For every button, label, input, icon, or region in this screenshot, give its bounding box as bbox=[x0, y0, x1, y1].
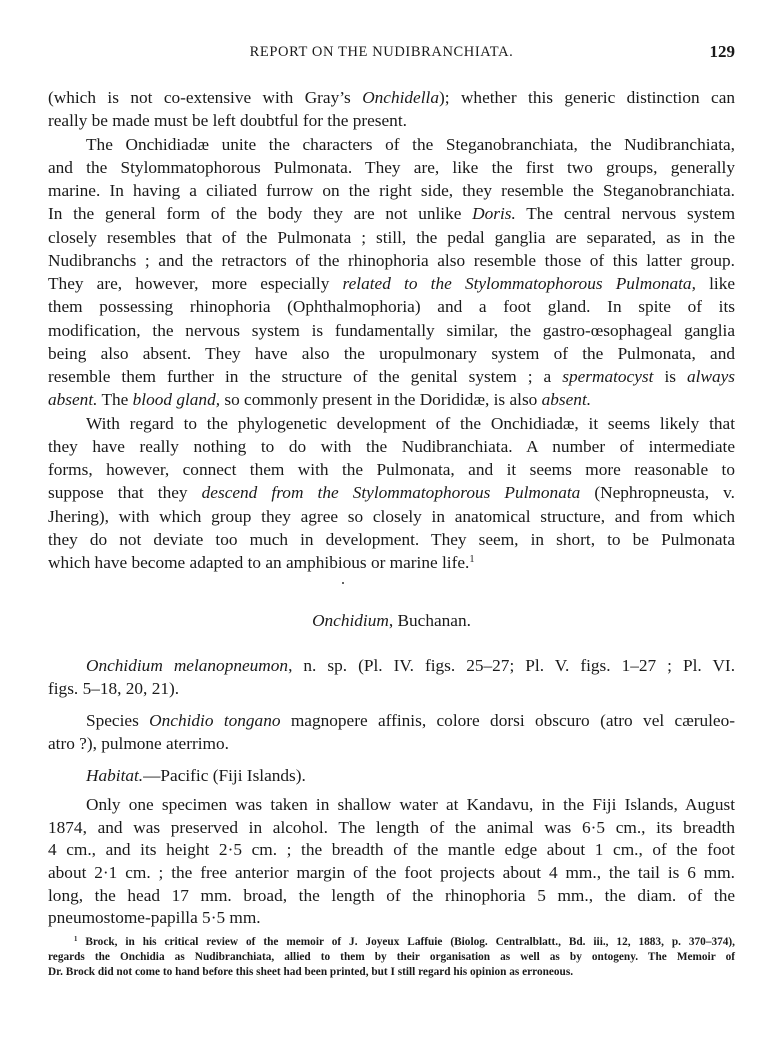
text-line bbox=[48, 342, 735, 365]
text-segment: magnopere affinis, colore dorsi obscuro (atro vel cæruleo- bbox=[280, 711, 735, 730]
text-segment: —Pacific (Fiji Islands). bbox=[143, 766, 306, 785]
text-segment: they have really nothing to do with the Nudibranchiata. A number of intermediate bbox=[48, 436, 735, 456]
text-segment: they do not deviate too much in development. They seem, in short, to be Pulmonata bbox=[48, 529, 735, 549]
text-segment: The central nervous system bbox=[515, 204, 736, 224]
stray-mark bbox=[342, 582, 344, 584]
text-line bbox=[48, 412, 735, 435]
text-segment: long, the head 17 mm. broad, the length of the rhinophoria 5 mm., the diam. of the bbox=[48, 885, 735, 905]
text-segment: forms, however, connect them with the Pulmonata, and it seems more reasonable to bbox=[48, 460, 735, 479]
text-segment: regards the Onchidia as Nudibranchiata, allied to them by their organisation as well as by ontogeny. The Memoir of bbox=[48, 951, 735, 963]
text-segment: like bbox=[695, 274, 735, 293]
italic-text: absent. bbox=[48, 390, 98, 410]
text-line bbox=[48, 295, 735, 318]
species-diagnosis bbox=[48, 709, 735, 755]
italic-text: related to the Stylommatophorous Pulmonata, bbox=[342, 274, 696, 293]
text-line bbox=[48, 109, 735, 132]
text-segment: which have become adapted to an amphibious or marine life. bbox=[48, 553, 470, 572]
text-line bbox=[48, 365, 735, 388]
text-segment: In the general form of the body they are not unlike bbox=[48, 204, 473, 224]
text-line bbox=[48, 388, 735, 411]
page-number: 129 bbox=[709, 42, 735, 61]
running-title: REPORT ON THE NUDIBRANCHIATA. bbox=[249, 44, 514, 60]
species-title bbox=[48, 654, 735, 700]
text-segment: being also absent. They have also the uropulmonary system of the Pulmonata, and bbox=[48, 343, 735, 363]
text-segment: (which is not co-extensive with Gray’s bbox=[48, 88, 363, 107]
text-segment: resemble them further in the structure of the genital system ; a bbox=[48, 367, 563, 386]
text-segment: 1874, and was preserved in alcohol. The length of the animal was 6·5 cm., its breadth bbox=[48, 817, 735, 837]
text-segment: is bbox=[653, 367, 687, 386]
text-line bbox=[48, 862, 735, 885]
text-line bbox=[48, 654, 735, 677]
italic-text: blood gland, bbox=[132, 390, 221, 410]
intro-text bbox=[48, 86, 735, 574]
italic-text: Onchidium melanopneumon bbox=[86, 656, 289, 675]
text-line bbox=[48, 551, 735, 574]
text-segment: pneumostome-papilla 5·5 mm. bbox=[48, 908, 261, 928]
text-segment: They are, however, more especially bbox=[48, 274, 343, 293]
text-segment: and the Stylommatophorous Pulmonata. They are, like the first two groups, generally bbox=[48, 157, 735, 177]
text-line bbox=[48, 732, 735, 755]
text-line bbox=[48, 133, 735, 156]
text-line bbox=[48, 907, 735, 930]
text-line bbox=[48, 226, 735, 249]
text-segment: atro ?), pulmone aterrimo. bbox=[48, 734, 229, 753]
italic-text: always bbox=[687, 367, 736, 386]
text-line bbox=[48, 202, 735, 225]
text-line bbox=[48, 528, 735, 551]
footnote-marker: 1 bbox=[74, 935, 78, 943]
text-line bbox=[48, 677, 735, 700]
text-segment: Brock, in his critical review of the memoir of J. Joyeux Laffuie (Biolog. Centralblatt., Bd. iii., 12, 1883, p. 370–374), bbox=[77, 936, 735, 948]
text-line bbox=[48, 249, 735, 272]
text-line bbox=[48, 505, 735, 528]
italic-text: spermatocyst bbox=[562, 367, 654, 386]
italic-text: Doris. bbox=[472, 204, 516, 224]
text-segment: , n. sp. (Pl. IV. figs. 25–27; Pl. V. figs. 1–27 ; Pl. VI. bbox=[288, 656, 736, 675]
text-line bbox=[48, 839, 735, 862]
running-header bbox=[48, 44, 735, 66]
text-line bbox=[48, 156, 735, 179]
text-line bbox=[48, 435, 735, 458]
text-segment: marine. In having a ciliated furrow on the right side, they resemble the Steganobranchiata. bbox=[48, 181, 735, 200]
italic-text: Onchidio tongano bbox=[149, 711, 281, 730]
italic-text: Habitat. bbox=[86, 766, 144, 785]
text-segment: , Buchanan. bbox=[388, 611, 471, 630]
text-segment: so commonly present in the Dorididæ, is also bbox=[220, 390, 542, 410]
text-line bbox=[48, 709, 735, 732]
text-line bbox=[48, 935, 735, 950]
text-line bbox=[48, 611, 735, 631]
text-segment: them possessing rhinophoria (Ophthalmophoria) and a foot gland. In spite of its bbox=[48, 297, 735, 317]
text-line bbox=[48, 86, 735, 109]
text-line bbox=[48, 481, 735, 504]
habitat bbox=[48, 764, 735, 787]
text-segment: 4 cm., and its height 2·5 cm. ; the breadth of the mantle edge about 1 cm., of the foot bbox=[48, 840, 735, 860]
genus-heading bbox=[48, 611, 735, 631]
text-segment: ); whether this generic distinction can bbox=[438, 88, 736, 107]
footnote bbox=[48, 935, 735, 980]
text-segment: (Nephropneusta, v. bbox=[580, 483, 736, 503]
text-segment: modification, the nervous system is fundamentally similar, the gastro-œsophageal ganglia bbox=[48, 320, 735, 340]
text-line bbox=[48, 794, 735, 817]
italic-text: absent. bbox=[541, 390, 592, 410]
text-segment: Dr. Brock did not come to hand before this sheet had been printed, but I still regard his opinion as erroneous. bbox=[48, 966, 574, 978]
text-line bbox=[48, 817, 735, 840]
text-line bbox=[48, 950, 735, 965]
text-segment: Nudibranchs ; and the retractors of the rhinophoria also resemble those of this latter group. bbox=[48, 250, 735, 270]
text-line bbox=[48, 319, 735, 342]
text-line bbox=[48, 764, 735, 787]
italic-text: Onchidium bbox=[312, 611, 389, 630]
text-segment: The bbox=[97, 390, 133, 410]
text-segment: suppose that they bbox=[48, 483, 202, 503]
text-segment: really be made must be left doubtful for the present. bbox=[48, 111, 407, 131]
italic-text: descend from the Stylommatophorous Pulmonata bbox=[201, 483, 581, 503]
text-line bbox=[48, 179, 735, 202]
text-segment: Jhering), with which group they agree so closely in anatomical structure, and from which bbox=[48, 506, 735, 526]
text-segment: Only one specimen was taken in shallow water at Kandavu, in the Fiji Islands, August bbox=[86, 795, 735, 814]
text-segment: The Onchidiadæ unite the characters of the Steganobranchiata, the Nudibranchiata, bbox=[86, 134, 735, 154]
text-segment: figs. 5–18, 20, 21). bbox=[48, 679, 180, 698]
text-line bbox=[48, 272, 735, 295]
text-segment: Species bbox=[86, 711, 150, 730]
text-segment: about 2·1 cm. ; the free anterior margin of the foot projects about 4 mm., the tail is 6 mm. bbox=[48, 863, 735, 883]
text-segment: closely resembles that of the Pulmonata ; still, the pedal ganglia are separated, as in the bbox=[48, 227, 735, 247]
text-line bbox=[48, 965, 735, 980]
italic-text: Onchidella bbox=[362, 88, 439, 107]
text-line bbox=[48, 458, 735, 481]
text-segment: With regard to the phylogenetic development of the Onchidiadæ, it seems likely that bbox=[86, 413, 735, 433]
text-line bbox=[48, 885, 735, 908]
footnote-marker: 1 bbox=[469, 553, 475, 565]
specimen-description bbox=[48, 794, 735, 930]
